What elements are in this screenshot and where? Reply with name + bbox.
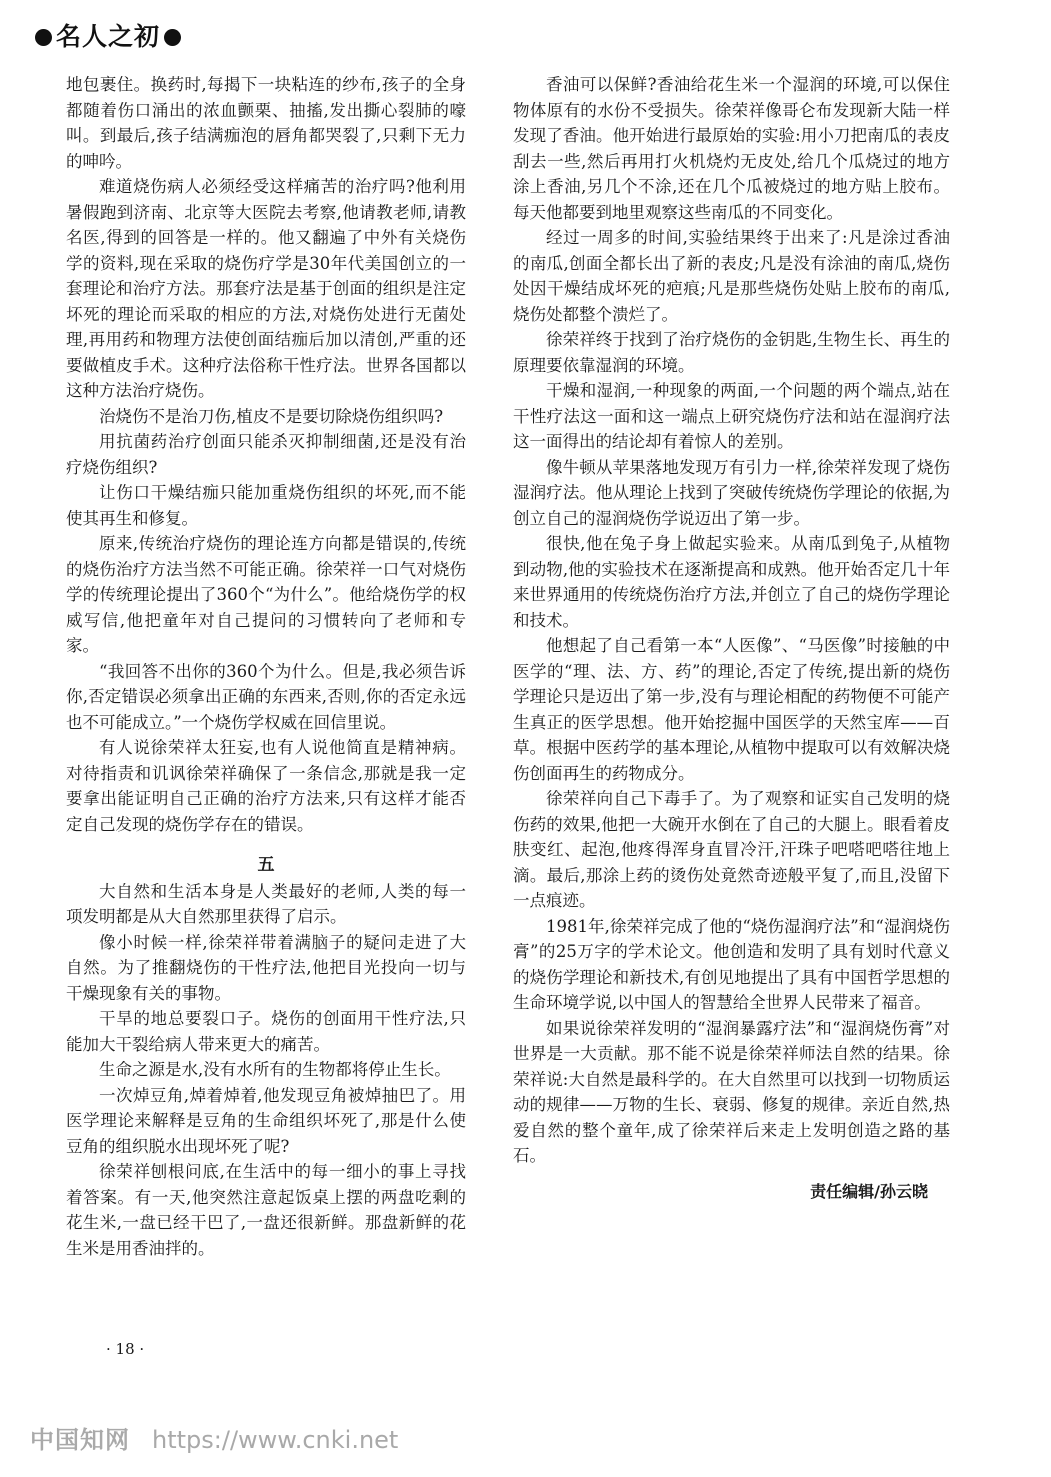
- bullet-dot-icon: [164, 29, 181, 46]
- section-number: 五: [257, 855, 275, 875]
- watermark-url: https://www.cnki.net: [152, 1426, 399, 1454]
- paragraph: 徐荣祥刨根问底,在生活中的每一细小的事上寻找着答案。有一天,他突然注意起饭桌上摆的两盘吃剩的花生米,一盘已经干巴了,一盘还很新鲜。那盘新鲜的花生米是用香油拌的。: [66, 1162, 466, 1258]
- editor-credit: 责任编辑/孙云晓: [810, 1181, 928, 1201]
- watermark-name: 中国知网: [30, 1426, 130, 1454]
- paragraph: 难道烧伤病人必须经受这样痛苦的治疗吗?他利用暑假跑到济南、北京等大医院去考察,他请教老师,请教名医,得到的回答是一样的。他又翻遍了中外有关烧伤学的资料,现在采取的烧伤疗学是30年代美国创立的一套理论和治疗方法。那套疗法是基于创面的组织是注定坏死的理论而采取的相应的方法,对烧伤处进行无菌处理,再用药和物理方法使创面结痂后加以清创,严重的还要做植皮手术。这种疗法俗称干性疗法。世界各国都以这种方法治疗烧伤。: [66, 177, 466, 400]
- left-column: [66, 72, 466, 1261]
- paragraph: 干旱的地总要裂口子。烧伤的创面用干性疗法,只能加大干裂给病人带来更大的痛苦。: [66, 1009, 466, 1054]
- paragraph: 大自然和生活本身是人类最好的老师,人类的每一项发明都是从大自然那里获得了启示。: [66, 881, 466, 926]
- paragraph: 他想起了自己看第一本“人医像”、“马医像”时接触的中医学的“理、法、方、药”的理论,否定了传统,提出新的烧伤学理论只是迈出了第一步,没有与理论相配的药物便不可能产生真正的医学思想。他开始挖掘中国医学的天然宝库——百草。根据中医药学的基本理论,从植物中提取可以有效解决烧伤创面再生的药物成分。: [513, 636, 950, 783]
- paragraph: 用抗菌药治疗创面只能杀灭抑制细菌,还是没有治疗烧伤组织?: [66, 432, 466, 477]
- column-title: 名人之初: [56, 22, 161, 51]
- watermark: [30, 1420, 398, 1455]
- paragraph: 徐荣祥终于找到了治疗烧伤的金钥匙,生物生长、再生的原理要依靠湿润的环境。: [513, 330, 950, 375]
- paragraph: 原来,传统治疗烧伤的理论连方向都是错误的,传统的烧伤治疗方法当然不可能正确。徐荣祥一口气对烧伤学的传统理论提出了360个“为什么”。他给烧伤学的权威写信,他把童年对自己提问的习惯转向了老师和专家。: [66, 534, 466, 655]
- paragraph: 一次焯豆角,焯着焯着,他发现豆角被焯抽巴了。用医学理论来解释是豆角的生命组织坏死了,那是什么使豆角的组织脱水出现坏死了呢?: [66, 1085, 466, 1156]
- right-paragraphs: [513, 72, 950, 1169]
- column-header: [35, 22, 181, 52]
- paragraph: 很快,他在兔子身上做起实验来。从南瓜到兔子,从植物到动物,他的实验技术在逐渐提高和成熟。他开始否定几十年来世界通用的传统烧伤治疗方法,并创立了自己的烧伤学理论和技术。: [513, 534, 950, 630]
- paragraph: 有人说徐荣祥太狂妄,也有人说他简直是精神病。对待指责和讥讽徐荣祥确保了一条信念,那就是我一定要拿出能证明自己正确的治疗方法来,只有这样才能否定自己发现的烧伤学存在的错误。: [66, 738, 466, 834]
- paragraph: 1981年,徐荣祥完成了他的“烧伤湿润疗法”和“湿润烧伤膏”的25万字的学术论文。他创造和发明了具有划时代意义的烧伤学理论和新技术,有创见地提出了具有中国哲学思想的生命环境学说,以中国人的智慧给全世界人民带来了福音。: [513, 916, 950, 1012]
- left-paragraphs-b: [66, 879, 466, 1262]
- paragraph: 地包裹住。换药时,每揭下一块粘连的纱布,孩子的全身都随着伤口涌出的浓血颤栗、抽搐,发出撕心裂肺的嚎叫。到最后,孩子结满痂泡的唇角都哭裂了,只剩下无力的呻吟。: [66, 75, 466, 171]
- page-number: · 18 ·: [106, 1340, 145, 1358]
- paragraph: 生命之源是水,没有水所有的生物都将停止生长。: [99, 1060, 451, 1079]
- paragraph: 经过一周多的时间,实验结果终于出来了:凡是涂过香油的南瓜,创面全都长出了新的表皮;凡是没有涂油的南瓜,烧伤处因干燥结成坏死的疤痕;凡是那些烧伤处贴上胶布的南瓜,烧伤处都整个溃烂了。: [513, 228, 950, 324]
- paragraph: 干燥和湿润,一种现象的两面,一个问题的两个端点,站在干性疗法这一面和这一端点上研究烧伤疗法和站在湿润疗法这一面得出的结论却有着惊人的差别。: [513, 381, 950, 451]
- paragraph: 像小时候一样,徐荣祥带着满脑子的疑问走进了大自然。为了推翻烧伤的干性疗法,他把目光投向一切与干燥现象有关的事物。: [66, 932, 466, 1003]
- paragraph: 让伤口干燥结痂只能加重烧伤组织的坏死,而不能使其再生和修复。: [66, 483, 466, 528]
- paragraph: 香油可以保鲜?香油给花生米一个湿润的环境,可以保住物体原有的水份不受损失。徐荣祥像哥仑布发现新大陆一样发现了香油。他开始进行最原始的实验:用小刀把南瓜的表皮刮去一些,然后再用打火机烧灼无皮处,给几个瓜烧过的地方涂上香油,另几个不涂,还在几个瓜被烧过的地方贴上胶布。每天他都要到地里观察这些南瓜的不同变化。: [513, 75, 950, 222]
- right-column: [513, 72, 950, 1204]
- left-paragraphs-a: [66, 72, 466, 837]
- paragraph: 像牛顿从苹果落地发现万有引力一样,徐荣祥发现了烧伤湿润疗法。他从理论上找到了突破传统烧伤学理论的依据,为创立自己的湿润烧伤学说迈出了第一步。: [513, 457, 950, 528]
- paragraph: 如果说徐荣祥发明的“湿润暴露疗法”和“湿润烧伤膏”对世界是一大贡献。那不能不说是徐荣祥师法自然的结果。徐荣祥说:大自然是最科学的。在大自然里可以找到一切物质运动的规律——万物的生长、衰弱、修复的规律。亲近自然,热爱自然的整个童年,成了徐荣祥后来走上发明创造之路的基石。: [513, 1018, 950, 1165]
- paragraph: 治烧伤不是治刀伤,植皮不是要切除烧伤组织吗?: [99, 406, 444, 426]
- paragraph: “我回答不出你的360个为什么。但是,我必须告诉你,否定错误必须拿出正确的东西来,否则,你的否定永远也不可能成立。”一个烧伤学权威在回信里说。: [66, 661, 466, 732]
- bullet-dot-icon: [35, 29, 52, 46]
- paragraph: 徐荣祥向自己下毒手了。为了观察和证实自己发明的烧伤药的效果,他把一大碗开水倒在了自己的大腿上。眼看着皮肤变红、起泡,他疼得浑身直冒冷汗,汗珠子吧嗒吧嗒往地上滴。最后,那涂上药的烫伤处竟然奇迹般平复了,而且,没留下一点痕迹。: [513, 789, 950, 910]
